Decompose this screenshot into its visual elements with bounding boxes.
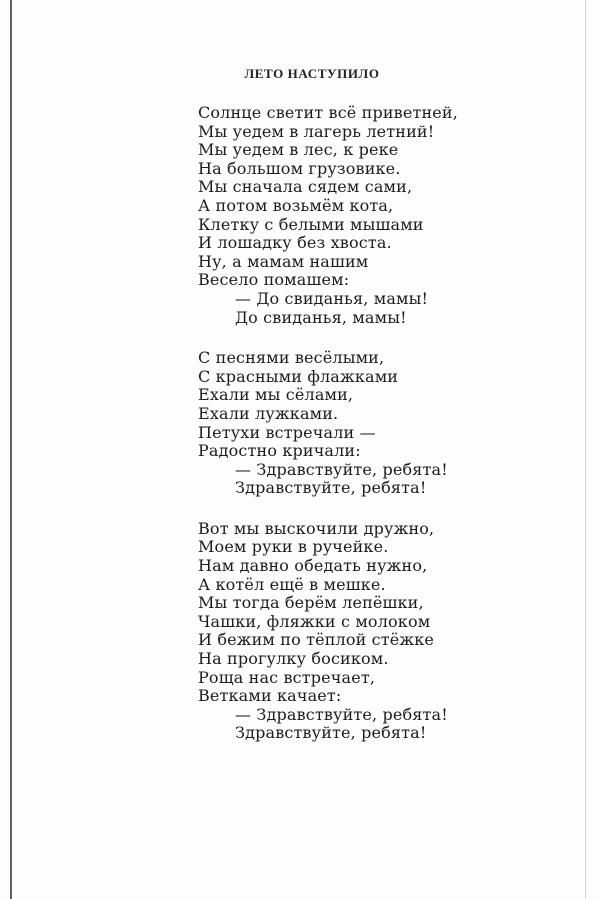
stanza-3 xyxy=(198,520,498,743)
poem-line: Мы уедем в лагерь летний! xyxy=(198,121,435,141)
poem-line: На большом грузовике. xyxy=(198,158,401,178)
poem-title: ЛЕТО НАСТУПИЛО xyxy=(244,66,380,81)
page-right-edge xyxy=(585,0,586,899)
poem-line: Роща нас встречает, xyxy=(198,667,376,687)
poem-line: До свиданья, мамы! xyxy=(235,307,407,327)
poem-line: Ну, а мамам нашим xyxy=(198,251,369,271)
poem-line: Ехали лужками. xyxy=(198,403,339,423)
poem-line: Ехали мы сёлами, xyxy=(198,385,354,405)
poem-line: С красными флажками xyxy=(198,366,399,386)
poem-line: Здравствуйте, ребята! xyxy=(235,723,427,743)
poem-line: — Здравствуйте, ребята! xyxy=(235,459,448,479)
poem-line: — Здравствуйте, ребята! xyxy=(235,704,448,724)
poem-line: А котёл ещё в мешке. xyxy=(198,574,386,594)
poem-line: А потом возьмём кота, xyxy=(198,195,394,215)
poem-line: Солнце светит всё приветней, xyxy=(198,103,458,122)
stanza-1 xyxy=(198,104,498,327)
poem-body xyxy=(198,104,498,743)
poem-line: Весело помашем: xyxy=(198,270,350,290)
poem-line: Радостно кричали: xyxy=(198,441,361,461)
poem-line: Чашки, фляжки с молоком xyxy=(198,611,431,631)
poem-line: И лошадку без хвоста. xyxy=(198,233,392,253)
poem-line: Нам давно обедать нужно, xyxy=(198,556,428,576)
page-binding-edge xyxy=(10,0,12,899)
poem-line: Мы тогда берём лепёшки, xyxy=(198,593,424,613)
poem-line: Здравствуйте, ребята! xyxy=(235,478,427,498)
poem-line: Клетку с белыми мышами xyxy=(198,214,424,234)
poem-line: Ветками качает: xyxy=(198,686,342,706)
poem-line: Моем руки в ручейке. xyxy=(198,537,389,557)
poem-line: Петухи встречали — xyxy=(198,422,376,442)
poem-line: Мы сначала сядем сами, xyxy=(198,177,413,197)
stanza-2 xyxy=(198,349,498,498)
poem-line: На прогулку босиком. xyxy=(198,649,389,669)
poem-line: — До свиданья, мамы! xyxy=(235,288,429,308)
poem-line: И бежим по тёплой стёжке xyxy=(198,630,435,650)
poem-line: Вот мы выскочили дружно, xyxy=(198,518,435,538)
poem-line: Мы уедем в лес, к реке xyxy=(198,140,399,160)
poem-line: С песнями весёлыми, xyxy=(198,348,385,368)
